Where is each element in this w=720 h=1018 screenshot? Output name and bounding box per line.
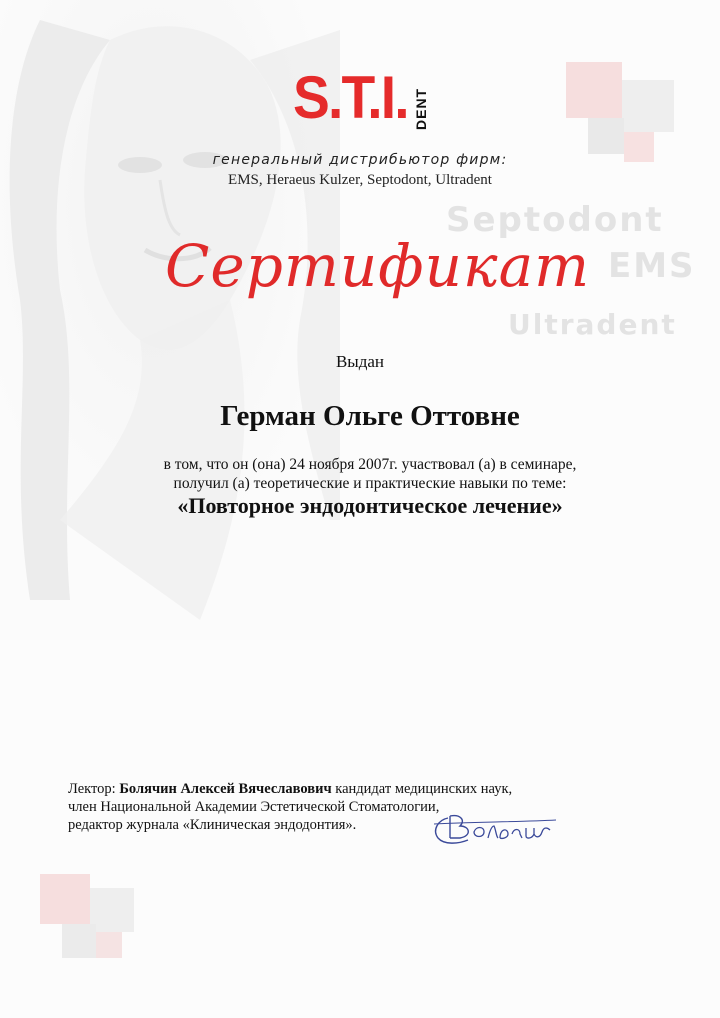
decor-square <box>588 118 624 154</box>
statement-line-2: получил (а) теоретические и практические навыки по теме: <box>173 475 567 492</box>
lecturer-label: Лектор: <box>68 781 116 797</box>
sti-dent-logo <box>293 62 433 142</box>
issued-label: Выдан <box>335 352 385 371</box>
decor-square <box>622 80 674 132</box>
decor-square <box>96 932 122 958</box>
watermark-septodont: Septodont <box>446 200 664 240</box>
logo-main-text: S.T.I. <box>293 64 408 131</box>
decor-square <box>62 924 96 958</box>
watermark-ems: EMS <box>608 246 696 286</box>
lecturer-signature <box>430 808 560 848</box>
decor-square <box>40 874 90 924</box>
recipient-name: Герман Ольге Оттовне <box>220 400 520 432</box>
lecturer-name: Болячин Алексей Вячеславович <box>119 781 332 797</box>
distributor-line: генеральный дистрибьютор фирм: <box>212 152 508 168</box>
lecturer-degree: кандидат медицинских наук, <box>335 781 513 797</box>
watermark-ultradent: Ultradent <box>508 308 677 341</box>
lecturer-line-3: редактор журнала «Клиническая эндодонтия». <box>68 817 357 833</box>
seminar-topic: «Повторное эндодонтическое лечение» <box>177 493 563 518</box>
lecturer-line-2: член Национальной Академии Эстетической Стоматологии, <box>68 799 440 815</box>
certificate-title: Сертификат <box>165 232 591 300</box>
decor-square <box>90 888 134 932</box>
statement-line-1: в том, что он (она) 24 ноября 2007г. участвовал (а) в семинаре, <box>163 456 577 473</box>
lecturer-line-1 <box>68 780 588 798</box>
logo-dent-text: DENT <box>413 87 429 130</box>
brands-line: EMS, Heraeus Kulzer, Septodont, Ultradent <box>228 172 492 188</box>
decor-square <box>566 62 622 118</box>
